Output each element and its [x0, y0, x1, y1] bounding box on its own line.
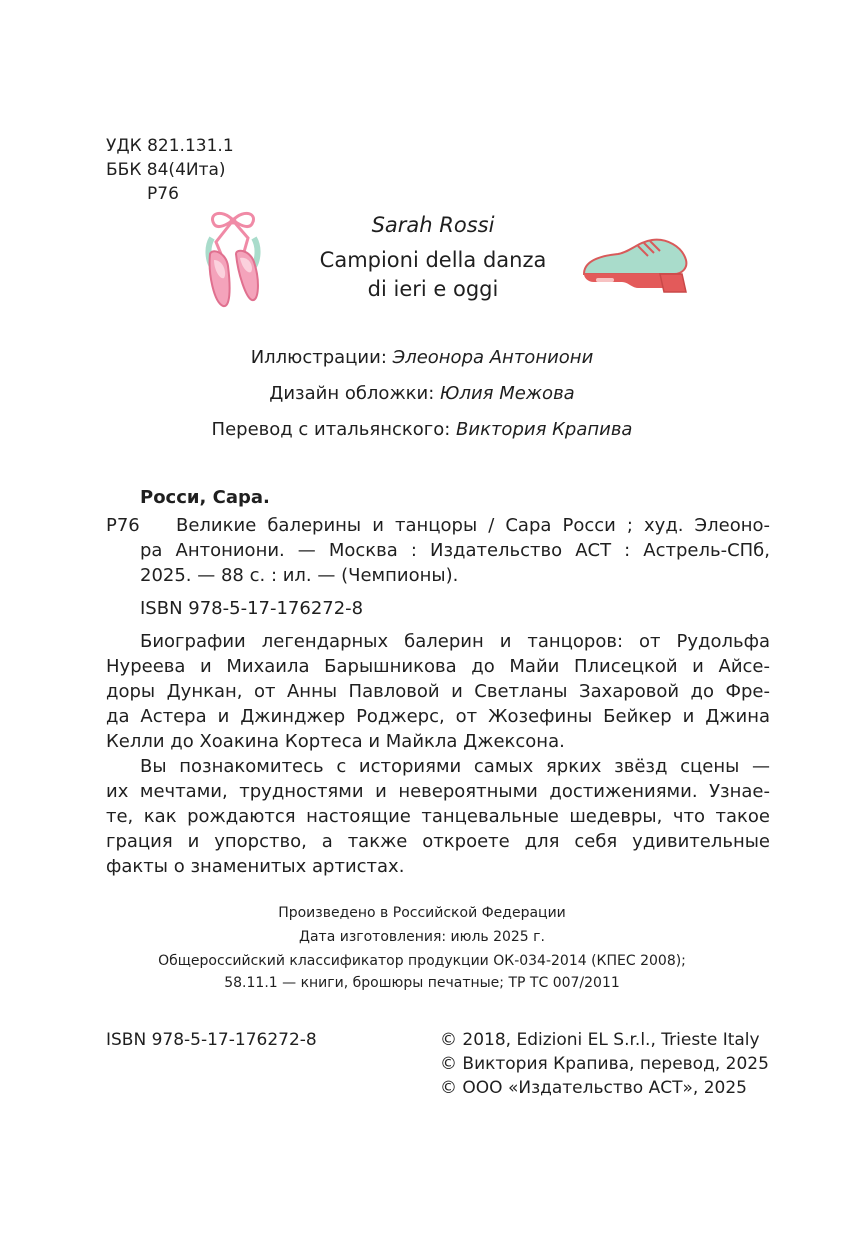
credit-person: Юлия Межова — [440, 383, 575, 404]
imprint-standard: 58.11.1 — книги, брошюры печатные; ТР ТС 007/2011 — [224, 975, 620, 991]
annotation-line: Вы познакомитесь с историями самых ярких звёзд сцены — — [140, 756, 770, 777]
annotation-line: Келли до Хоакина Кортеса и Майкла Джексона. — [106, 731, 565, 752]
annotation-line: Нуреева и Михаила Барышникова до Майи Плисецкой и Айсе- — [106, 656, 770, 677]
imprint-country: Произведено в Российской Федерации — [278, 905, 566, 921]
annotation-paragraph-2 — [106, 754, 770, 879]
credit-illustrations — [0, 346, 844, 370]
credit-role: Перевод с итальянского: — [211, 419, 451, 440]
copyright-publisher-el: © 2018, Edizioni EL S.r.l., Trieste Italy — [440, 1030, 760, 1050]
credit-translation — [0, 418, 844, 442]
original-author: Sarah Rossi — [371, 213, 495, 237]
author-mark: Р76 — [147, 184, 179, 204]
footer-isbn: ISBN 978-5-17-176272-8 — [106, 1030, 317, 1050]
imprint-classifier: Общероссийский классификатор продукции ОК-034-2014 (КПЕС 2008); — [158, 953, 686, 969]
catalog-line: ра Антониони. — Москва : Издательство АСТ : Астрель-СПб, — [140, 540, 770, 561]
ballet-shoes-illustration — [196, 208, 270, 312]
catalog-mark: Р76 — [106, 515, 140, 536]
annotation-paragraph-1 — [106, 629, 770, 754]
credit-role: Дизайн обложки: — [269, 383, 435, 404]
original-title-line1: Campioni della danza — [319, 248, 547, 272]
annotation-line: доры Дункан, от Анны Павловой и Светланы Захаровой до Фре- — [106, 681, 770, 702]
bbk-code: ББК 84(4Ита) — [106, 160, 226, 180]
annotation-line: те, как рождаются настоящие танцевальные шедевры, что такое — [106, 806, 770, 827]
annotation-line: да Астера и Джинджер Роджерс, от Жозефины Бейкер и Джина — [106, 706, 770, 727]
credit-role: Иллюстрации: — [250, 347, 387, 368]
credit-person: Элеонора Антониони — [392, 347, 594, 368]
catalog-description — [106, 513, 770, 588]
annotation-line: их мечтами, трудностями и невероятными достижениями. Узнае- — [106, 781, 770, 802]
annotation-line: грация и упорство, а также откроете для себя удивительные — [106, 831, 770, 852]
copyright-ast: © ООО «Издательство АСТ», 2025 — [440, 1078, 747, 1098]
annotation-line: факты о знаменитых артистах. — [106, 856, 405, 877]
credit-cover-design — [0, 382, 844, 406]
imprint-date: Дата изготовления: июль 2025 г. — [299, 929, 545, 945]
copyright-translation: © Виктория Крапива, перевод, 2025 — [440, 1054, 769, 1074]
catalog-line: Великие балерины и танцоры / Сара Росси ; худ. Элеоно- — [176, 515, 770, 536]
udk-code: УДК 821.131.1 — [106, 136, 234, 156]
catalog-isbn: ISBN 978-5-17-176272-8 — [140, 598, 364, 619]
annotation-line: Биографии легендарных балерин и танцоров: от Рудольфа — [140, 631, 770, 652]
credit-person: Виктория Крапива — [456, 419, 633, 440]
catalog-line: 2025. — 88 с. : ил. — (Чемпионы). — [140, 565, 459, 586]
catalog-heading: Росси, Сара. — [140, 487, 270, 508]
original-title-line2: di ieri e oggi — [367, 277, 499, 301]
tap-shoe-illustration — [578, 234, 698, 296]
